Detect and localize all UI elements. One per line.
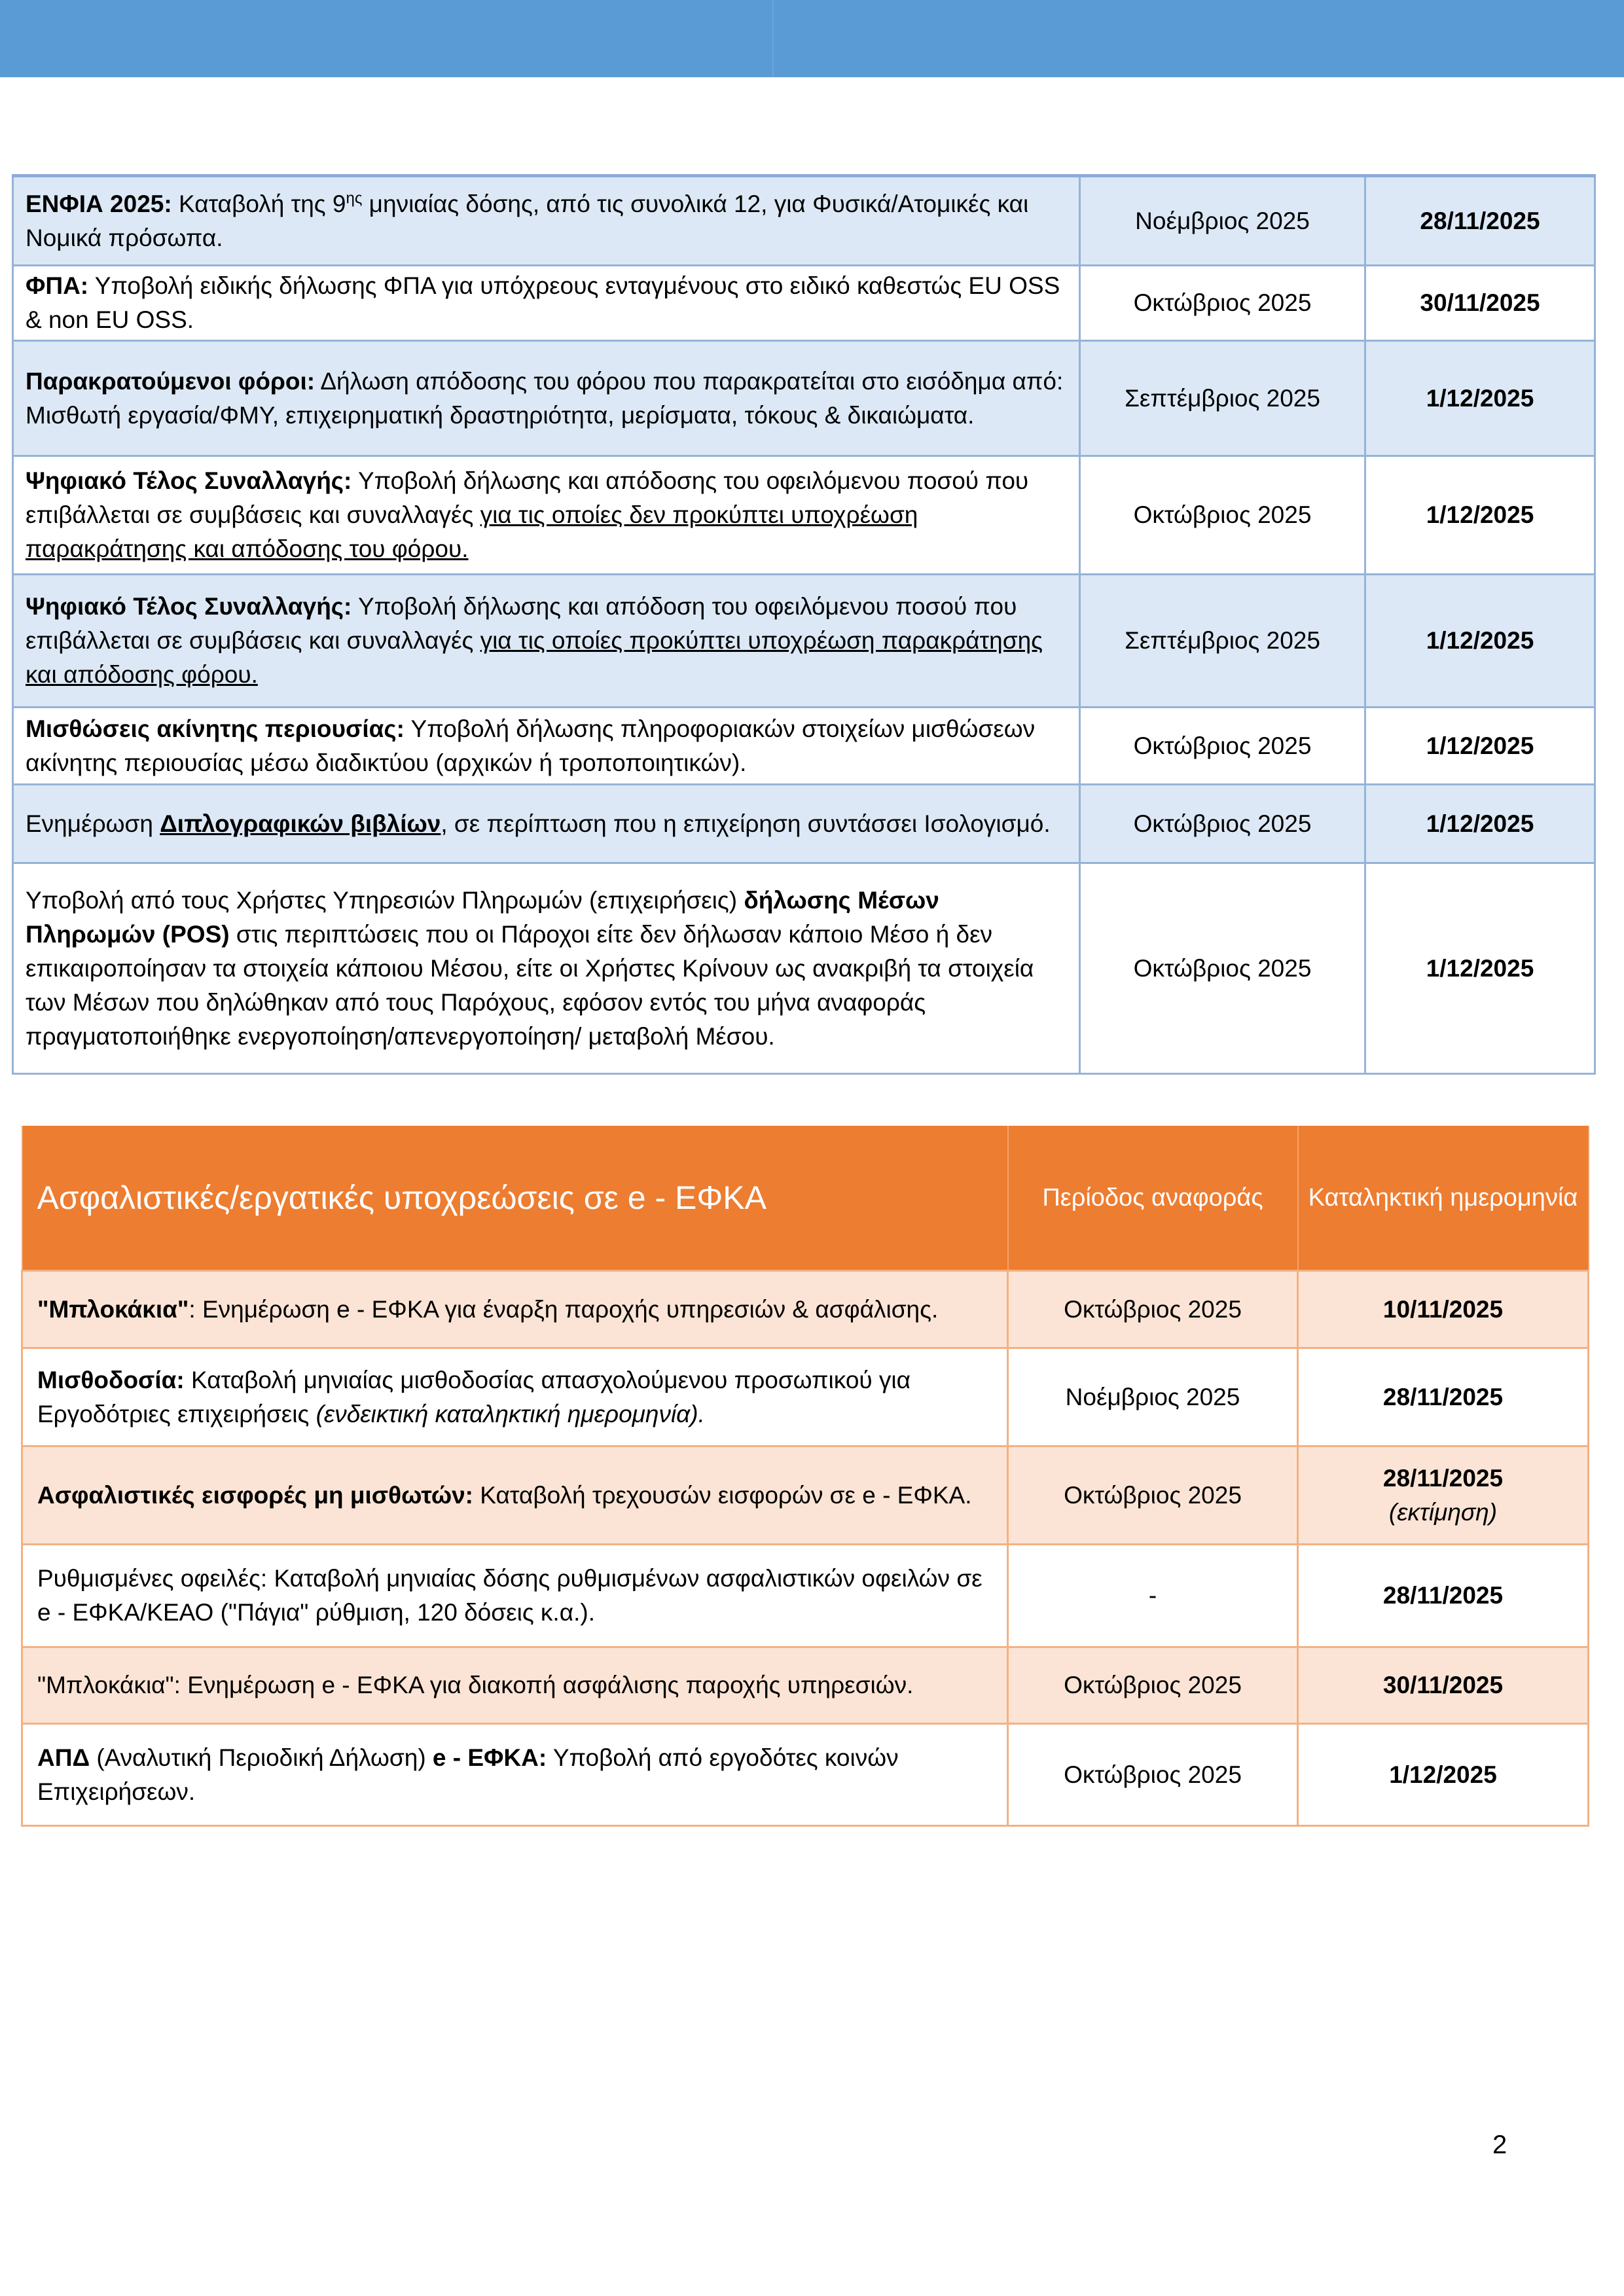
efka-emphasis: e - ΕΦΚΑ: (432, 1744, 547, 1771)
deadline-date: 28/11/2025 (1298, 1545, 1589, 1647)
deadline-date: 1/12/2025 (1365, 708, 1595, 785)
obligation-title: "Μπλοκάκια" (37, 1295, 189, 1323)
obligation-description: ΕΝΦΙΑ 2025: Καταβολή της $9^{\eta\varsigma}$ μηνιαίας δόσης, από τις συνολικά 12, για Φυσικά/Ατομικές και Νομικά πρόσωπα. (13, 176, 1080, 266)
obligation-description: "Μπλοκάκια": Ενημέρωση e - ΕΦΚΑ για διακοπή ασφάλισης παροχής υπηρεσιών. (22, 1647, 1008, 1724)
reference-period: Οκτώβριος 2025 (1080, 785, 1365, 863)
table-header-row (22, 1126, 1589, 1271)
reference-period: Σεπτέμβριος 2025 (1080, 575, 1365, 708)
efka-obligations-table (21, 1126, 1589, 1827)
column-header-period: Περίοδος αναφοράς (1008, 1126, 1298, 1271)
deadline-date: 1/12/2025 (1365, 575, 1595, 708)
deadline-date: 28/11/2025 (εκτίμηση) (1298, 1446, 1589, 1545)
obligation-title: ΑΠΔ (37, 1744, 90, 1771)
reference-period: Οκτώβριος 2025 (1080, 456, 1365, 575)
obligation-description: Μισθώσεις ακίνητης περιουσίας: Υποβολή δήλωσης πληροφοριακών στοιχείων μισθώσεων ακίνητης περιουσίας μέσω διαδικτύου (αρχικών ή τροποποιητικών). (13, 708, 1080, 785)
reference-period: Οκτώβριος 2025 (1080, 266, 1365, 341)
deadline-date: 28/11/2025 (1298, 1348, 1589, 1446)
table-row (22, 1647, 1589, 1724)
obligation-title: Μισθώσεις ακίνητης περιουσίας: (26, 715, 405, 742)
reference-period: Οκτώβριος 2025 (1080, 863, 1365, 1074)
obligation-title: Ψηφιακό Τέλος Συναλλαγής: (26, 467, 352, 494)
obligation-description: Ψηφιακό Τέλος Συναλλαγής: Υποβολή δήλωσης και απόδοση του οφειλόμενου ποσού που επιβάλλεται σε συμβάσεις και συναλλαγές για τις οποίες προκύπτει υποχρέωση παρακράτησης και απόδοσης φόρου. (13, 575, 1080, 708)
table-row (13, 785, 1595, 863)
obligation-description: ΑΠΔ (Αναλυτική Περιοδική Δήλωση) e - ΕΦΚΑ: Υποβολή από εργοδότες κοινών Επιχειρήσεων. (22, 1724, 1008, 1826)
obligation-title: ΕΝΦΙΑ 2025: (26, 190, 172, 217)
deadline-date: 1/12/2025 (1365, 456, 1595, 575)
deadline-date: 1/12/2025 (1298, 1724, 1589, 1826)
deadline-date: 30/11/2025 (1365, 266, 1595, 341)
obligation-description: Ρυθμισμένες οφειλές: Καταβολή μηνιαίας δόσης ρυθμισμένων ασφαλιστικών οφειλών σε e - ΕΦΚΑ/ΚΕΑΟ ("Πάγια" ρύθμιση, 120 δόσεις κ.α.). (22, 1545, 1008, 1647)
header-bar-divider (772, 0, 774, 77)
deadline-date: 1/12/2025 (1365, 785, 1595, 863)
reference-period: Οκτώβριος 2025 (1008, 1647, 1298, 1724)
reference-period: Οκτώβριος 2025 (1080, 708, 1365, 785)
obligation-title: Ασφαλιστικές εισφορές μη μισθωτών: (37, 1481, 473, 1509)
obligation-description: ΦΠΑ: Υποβολή ειδικής δήλωσης ΦΠΑ για υπόχρεους ενταγμένους στο ειδικό καθεστώς EU OSS & non EU OSS. (13, 266, 1080, 341)
table-row (13, 575, 1595, 708)
reference-period: Νοέμβριος 2025 (1008, 1348, 1298, 1446)
obligation-description: Ασφαλιστικές εισφορές μη μισθωτών: Καταβολή τρεχουσών εισφορών σε e - ΕΦΚΑ. (22, 1446, 1008, 1545)
obligation-description: Μισθοδοσία: Καταβολή μηνιαίας μισθοδοσίας απασχολούμενου προσωπικού για Εργοδότριες επιχειρήσεις (ενδεικτική καταληκτική ημερομηνία). (22, 1348, 1008, 1446)
obligation-description: "Μπλοκάκια": Ενημέρωση e - ΕΦΚΑ για έναρξη παροχής υπηρεσιών & ασφάλισης. (22, 1271, 1008, 1348)
table-row (13, 456, 1595, 575)
underlined-condition: για τις οποίες δεν προκύπτει υποχρέωση παρακράτησης και απόδοσης του φόρου. (26, 501, 918, 562)
header-bar (0, 0, 1624, 77)
obligation-description: Ψηφιακό Τέλος Συναλλαγής: Υποβολή δήλωσης και απόδοσης του οφειλόμενου ποσού που επιβάλλεται σε συμβάσεις και συναλλαγές για τις οποίες δεν προκύπτει υποχρέωση παρακράτησης και απόδοσης του φόρου. (13, 456, 1080, 575)
obligation-description: Υποβολή από τους Χρήστες Υπηρεσιών Πληρωμών (επιχειρήσεις) δήλωσης Μέσων Πληρωμών (POS) στις περιπτώσεις που οι Πάροχοι είτε δεν δήλωσαν κάποιο Μέσο ή δεν επικαιροποίησαν τα στοιχεία κάποιου Μέσου, είτε οι Χρήστες Κρίνουν ως ανακριβή τα στοιχεία των Μέσων που δηλώθηκαν από τους Παρόχους, εφόσον εντός του μήνα αναφοράς πραγματοποιήθηκε ενεργοποίηση/απενεργοποίηση/ μεταβολή Μέσου. (13, 863, 1080, 1074)
obligation-description: Ενημέρωση Διπλογραφικών βιβλίων, σε περίπτωση που η επιχείρηση συντάσσει Ισολογισμό. (13, 785, 1080, 863)
tax-obligations-table (12, 174, 1596, 1075)
column-header-deadline: Καταληκτική ημερομηνία (1298, 1126, 1589, 1271)
deadline-date: 28/11/2025 (1365, 176, 1595, 266)
obligation-title: Ψηφιακό Τέλος Συναλλαγής: (26, 593, 352, 620)
table-row (22, 1348, 1589, 1446)
table-row (13, 708, 1595, 785)
table-row (22, 1545, 1589, 1647)
indicative-note: (ενδεικτική καταληκτική ημερομηνία). (316, 1400, 705, 1427)
page-number: 2 (1492, 2130, 1507, 2159)
deadline-date: 1/12/2025 (1365, 863, 1595, 1074)
double-entry-books-emphasis: Διπλογραφικών βιβλίων (160, 810, 441, 837)
deadline-date: 30/11/2025 (1298, 1647, 1589, 1724)
estimate-note: (εκτίμηση) (1388, 1498, 1498, 1526)
obligation-title: ΦΠΑ: (26, 272, 89, 299)
table-row (13, 266, 1595, 341)
reference-period: Σεπτέμβριος 2025 (1080, 341, 1365, 456)
table-row (22, 1271, 1589, 1348)
reference-period: Οκτώβριος 2025 (1008, 1724, 1298, 1826)
pos-declaration-emphasis: δήλωσης Μέσων Πληρωμών (POS) (26, 886, 939, 948)
obligation-title: Παρακρατούμενοι φόροι: (26, 367, 316, 395)
underlined-condition: για τις οποίες προκύπτει υποχρέωση παρακράτησης και απόδοσης φόρου. (26, 627, 1043, 688)
table-row (22, 1724, 1589, 1826)
obligation-description: Παρακρατούμενοι φόροι: Δήλωση απόδοσης του φόρου που παρακρατείται στο εισόδημα από: Μισθωτή εργασία/ΦΜΥ, επιχειρηματική δραστηριότητα, μερίσματα, τόκους & δικαιώματα. (13, 341, 1080, 456)
table-row (13, 863, 1595, 1074)
reference-period: Οκτώβριος 2025 (1008, 1446, 1298, 1545)
obligation-title: Μισθοδοσία: (37, 1366, 185, 1393)
table-row (13, 176, 1595, 266)
reference-period: Νοέμβριος 2025 (1080, 176, 1365, 266)
deadline-date: 1/12/2025 (1365, 341, 1595, 456)
table-title: Ασφαλιστικές/εργατικές υποχρεώσεις σε e - ΕΦΚΑ (22, 1126, 1008, 1271)
table-row (13, 341, 1595, 456)
table-row (22, 1446, 1589, 1545)
reference-period: - (1008, 1545, 1298, 1647)
deadline-date: 10/11/2025 (1298, 1271, 1589, 1348)
reference-period: Οκτώβριος 2025 (1008, 1271, 1298, 1348)
